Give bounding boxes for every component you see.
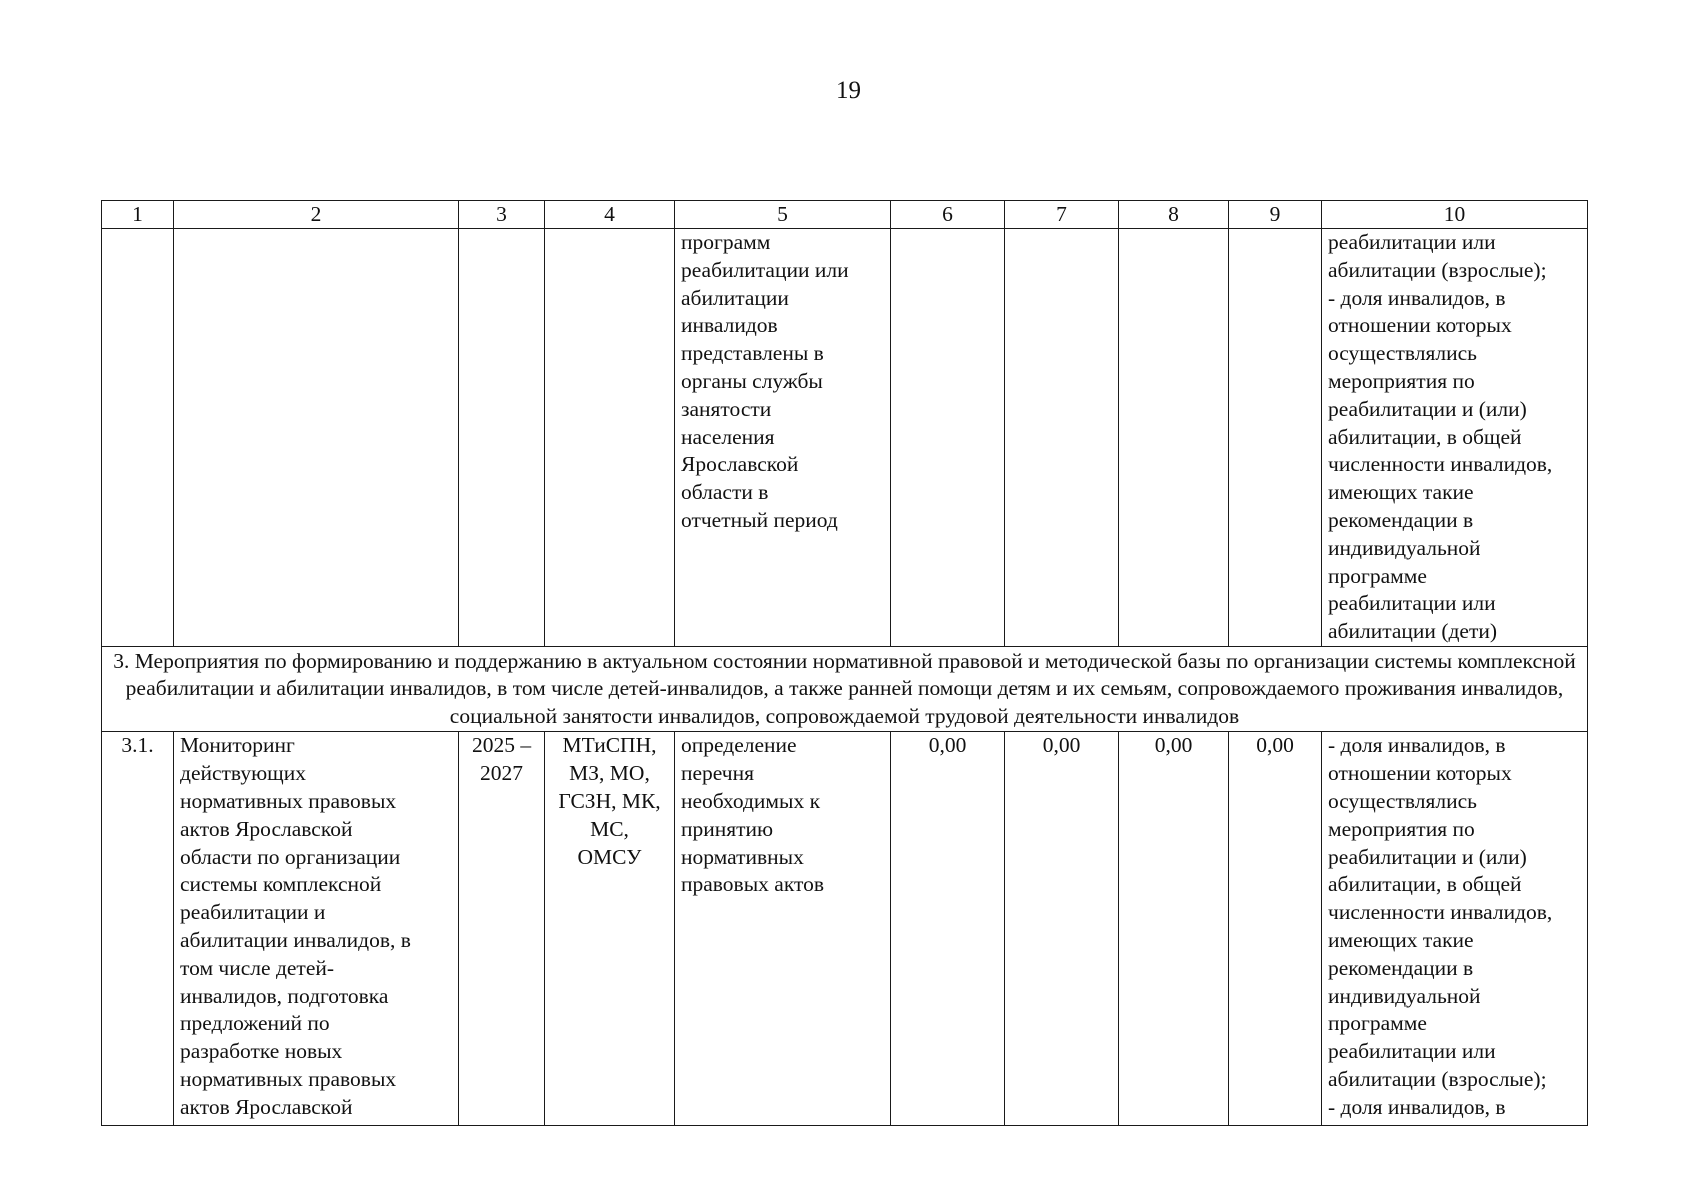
cont-cell-number [102, 229, 174, 647]
cont-cell-value-8 [1119, 229, 1229, 647]
item-indicators: - доля инвалидов, в отношении которых осуществлялись мероприятия по реабилитации и (или) абилитации, в общей численности инвалидов, имеющих такие рекомендации в индивидуальной программе реабилитации или абилитации (взрослые); - доля инвалидов, в [1322, 732, 1588, 1126]
cont-cell-indicators: реабилитации или абилитации (взрослые); - доля инвалидов, в отношении которых осуществлялись мероприятия по реабилитации и (или) абилитации, в общей численности инвалидов, имеющих такие рекомендации в индивидуальной программе реабилитации или абилитации (дети) [1322, 229, 1588, 647]
section-heading: 3. Мероприятия по формированию и поддержанию в актуальном состоянии нормативной правовой и методической базы по организации системы комплексной реабилитации и абилитации инвалидов, в том числе детей-инвалидов, а также ранней помощи детям и их семьям, сопровождаемого проживания инвалидов, социальной занятости инвалидов, сопровождаемой трудовой деятельности инвалидов [102, 646, 1588, 732]
item-value-6: 0,00 [891, 732, 1005, 1126]
item-number: 3.1. [102, 732, 174, 1126]
column-header-8: 8 [1119, 201, 1229, 229]
column-header-7: 7 [1005, 201, 1119, 229]
cont-cell-value-7 [1005, 229, 1119, 647]
item-period: 2025 – 2027 [459, 732, 545, 1126]
item-value-9: 0,00 [1229, 732, 1322, 1126]
item-result: определение перечня необходимых к принятию нормативных правовых актов [675, 732, 891, 1126]
cont-cell-value-9 [1229, 229, 1322, 647]
cont-cell-period [459, 229, 545, 647]
column-header-10: 10 [1322, 201, 1588, 229]
cont-cell-executors [545, 229, 675, 647]
column-header-1: 1 [102, 201, 174, 229]
column-header-2: 2 [174, 201, 459, 229]
continuation-row [102, 229, 1588, 647]
page-number: 19 [836, 77, 861, 104]
column-header-3: 3 [459, 201, 545, 229]
cont-cell-value-6 [891, 229, 1005, 647]
item-name: Мониторинг действующих нормативных правовых актов Ярославской области по организации системы комплексной реабилитации и абилитации инвалидов, в том числе детей- инвалидов, подготовка предложений по разработке новых нормативных правовых актов Ярославской [174, 732, 459, 1126]
column-header-6: 6 [891, 201, 1005, 229]
item-executors: МТиСПН, МЗ, МО, ГСЗН, МК, МС, ОМСУ [545, 732, 675, 1126]
column-header-4: 4 [545, 201, 675, 229]
item-value-8: 0,00 [1119, 732, 1229, 1126]
program-activities-table [101, 200, 1588, 1126]
item-value-7: 0,00 [1005, 732, 1119, 1126]
column-number-header-row [102, 201, 1588, 229]
column-header-5: 5 [675, 201, 891, 229]
cont-cell-result: программ реабилитации или абилитации инвалидов представлены в органы службы занятости населения Ярославской области в отчетный период [675, 229, 891, 647]
item-row-3-1 [102, 732, 1588, 1126]
cont-cell-name [174, 229, 459, 647]
column-header-9: 9 [1229, 201, 1322, 229]
section-heading-row [102, 646, 1588, 732]
